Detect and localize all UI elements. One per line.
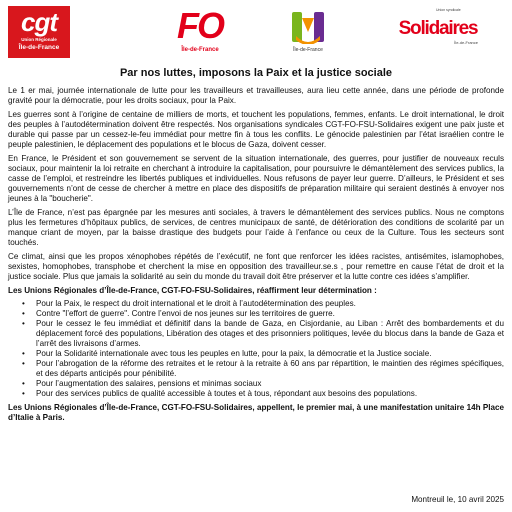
cgt-logo-line2: Île-de-France	[18, 44, 60, 51]
france-paragraph: En France, le Président et son gouvernement se servent de la situation internationale, des guerres, pour justifier de nouveaux reculs sociaux, pour maintenir la loi retraite en cherchant à introduire la capitalisation, pour poursuivre le démantèlement des services publics, la casse de l’emploi, et restreindre les libertés publiques et individuelles. Nous refusons de payer leur guerre. D’ailleurs, le Président et ses gouvernements n’ont de cesse de chercher à mettre en place des dispositifs de préparation militaire qui seraient destinés à envoyer nos jeunes à la "boucherie".	[8, 154, 504, 203]
list-item-text: Pour la Solidarité internationale avec tous les peuples en lutte, pour la paix, la démocratie et la Justice sociale.	[36, 349, 432, 358]
list-item	[22, 299, 504, 309]
list-item-text: Pour le cessez le feu immédiat et définitif dans la bande de Gaza, en Cisjordanie, au Liban : Arrêt des bombardements et du déplacement forcé des populations, Libération des otages et des prisonniers politiques, levée du blocus dans la bande de Gaza et l’arrêt des livraisons d’armes.	[36, 319, 504, 348]
list-item-text: Pour l’abrogation de la réforme des retraites et le retour à la retraite à 60 ans par répartition, le maintien des régimes spécifiques, et des départs anticipés pour pénibilité.	[36, 359, 504, 378]
solidaires-logo-mark: Solidaires	[398, 18, 478, 39]
list-item	[22, 389, 504, 399]
list-item-text: Contre "l’effort de guerre". Contre l’envoi de nos jeunes sur les territoires de guerre.	[36, 309, 335, 318]
bullet-icon: •	[22, 379, 25, 388]
list-item	[22, 359, 504, 379]
list-item-text: Pour l’augmentation des salaires, pensions et minimas sociaux	[36, 379, 262, 388]
closing-call: Les Unions Régionales d’Île-de-France, CGT-FO-FSU-Solidaires, appellent, le premier mai, à une manifestation unitaire 14h Place d’Italie à Paris.	[8, 403, 504, 422]
bullet-icon: •	[22, 349, 25, 358]
solidaires-logo	[398, 8, 478, 56]
list-item	[22, 379, 504, 389]
intro-paragraph: Le 1 er mai, journée internationale de lutte pour les travailleurs et travailleuses, aura lieu cette année, dans une période de profonde gravité pour la démocratie, pour les droits sociaux, pour la Paix.	[8, 86, 504, 105]
fsu-emblem-icon	[292, 10, 324, 44]
bullet-icon: •	[22, 359, 25, 368]
list-item-text: Pour des services publics de qualité accessible à toutes et à tous, répondant aux besoins des populations.	[36, 389, 418, 398]
list-item	[22, 349, 504, 359]
fo-logo-mark: FO	[177, 5, 223, 46]
demands-list	[8, 299, 504, 399]
determination-heading: Les Unions Régionales d’Île-de-France, CGT-FO-FSU-Solidaires, réaffirment leur détermination :	[8, 286, 377, 295]
logo-header	[0, 0, 512, 60]
climate-paragraph: Ce climat, ainsi que les propos xénophobes répétés de l’exécutif, ne font que renforcer les idées racistes, antisémites, islamophobes, sexistes, homophobes, transphobe et cherchent la mise en opposition des travailleur.se.s , pour remettre en cause l’état de droit et la justice sociale. Plus que jamais la solidarité au sein du monde du travail doit être préserver et la lutte contre ces idées s’amplifier.	[8, 252, 504, 281]
cgt-logo-mark: cgt	[21, 7, 57, 37]
cgt-logo-line1: Union Régionale	[21, 37, 57, 42]
document-title: Par nos luttes, imposons la Paix et la justice sociale	[119, 67, 393, 79]
cgt-logo	[8, 6, 70, 58]
list-item	[22, 309, 504, 319]
signature-date: Montreuil le, 10 avril 2025	[411, 495, 504, 504]
document-body	[8, 86, 504, 426]
wars-paragraph: Les guerres sont à l’origine de centaine de milliers de morts, et touchent les populations, femmes, enfants. Le droit international, le droit des peuples à l’autodétermination doivent être respectés. Nos organisations syndicales CGT-FO-FSU-Solidaires exigent une paix juste et durable qui passe par un cessez-le-feu immédiat pour mettre fin à tous les conflits. Le génocide palestinien par l’état israélien contre le peuple palestinien, le déplacement des populations et le blocus de Gaza, doivent cesser.	[8, 110, 504, 149]
bullet-icon: •	[22, 299, 25, 308]
ile-de-france-paragraph: L’Île de France, n’est pas épargnée par les mesures anti sociales, à travers le démantèlement des services publics. Nous ne comptons plus les fermetures d’hôpitaux publics, de services, de centres municipaux de santé, de détérioration des conditions de scolarité par un manque criant de moyen, par la baisse drastique des budgets pour l’aide à l’enfance ou ceux de la Culture. Tous les secteurs sont touchés.	[8, 208, 504, 247]
solidaires-logo-subtitle: Île-de-France	[454, 40, 478, 45]
fo-logo-subtitle: Île-de-France	[181, 47, 219, 53]
solidaires-logo-tagline: Union syndicale	[436, 8, 461, 12]
list-item-text: Pour la Paix, le respect du droit international et le droit à l’autodétermination des peuples.	[36, 299, 356, 308]
list-item	[22, 319, 504, 349]
fsu-logo-subtitle: Île-de-France	[293, 47, 323, 53]
bullet-icon: •	[22, 319, 25, 328]
bullet-icon: •	[22, 309, 25, 318]
fo-logo	[170, 6, 230, 60]
fsu-logo	[286, 10, 330, 58]
bullet-icon: •	[22, 389, 25, 398]
